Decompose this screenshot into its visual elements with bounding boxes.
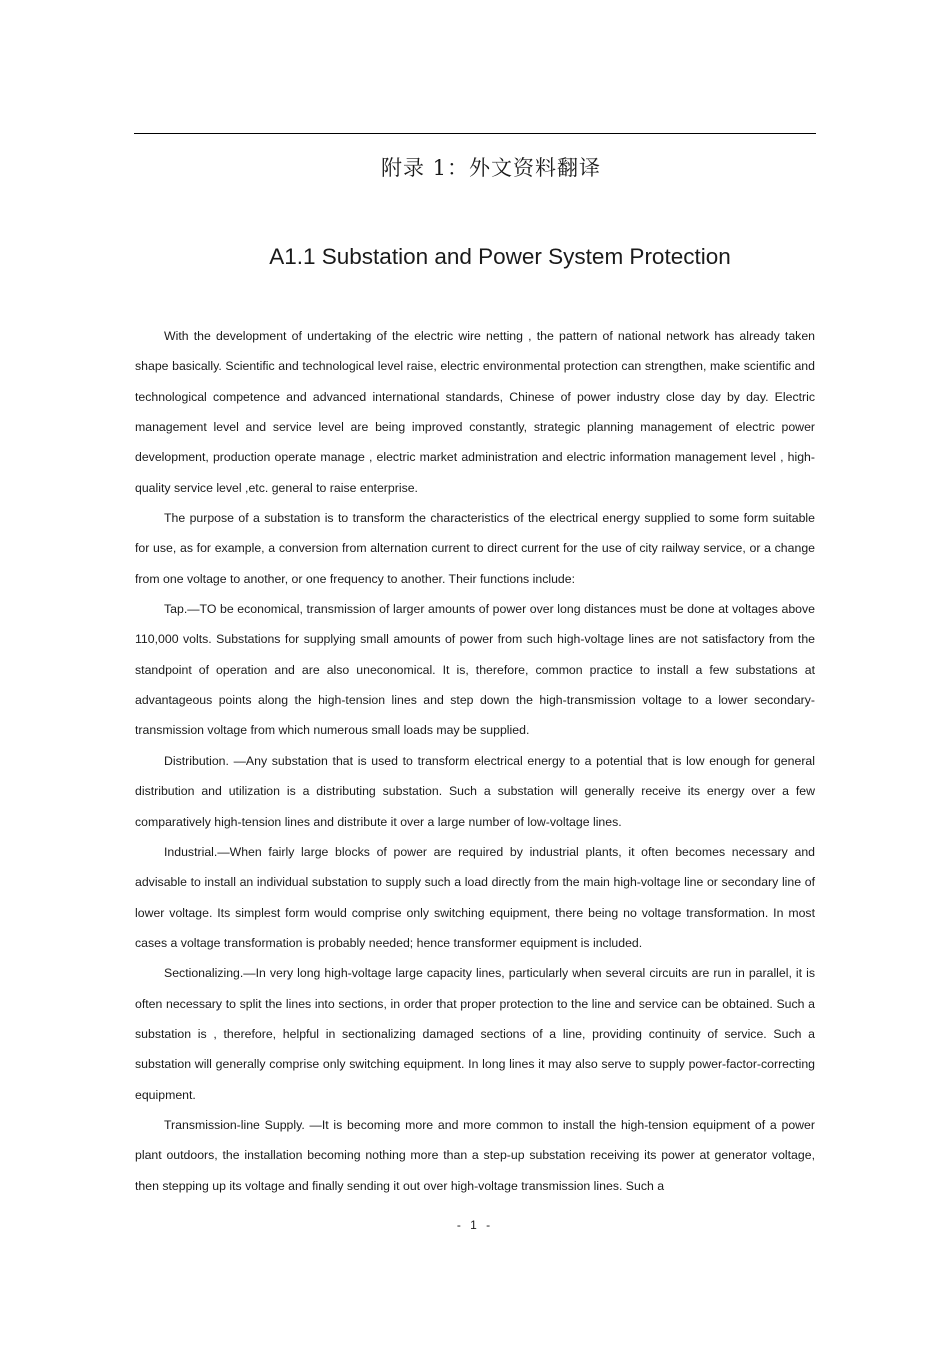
paragraph-sectionalizing: Sectionalizing.—In very long high-voltage large capacity lines, particularly when several circuits are run in parallel, it is often necessary to split the lines into sections, in order that proper protection to the line and service can be obtained. Such a substation is , therefore, helpful in sectionalizing damaged sections of a line, providing continuity of service. Such a substation will generally comprise only switching equipment. In long lines it may also serve to supply power-factor-correcting equipment.: [135, 966, 815, 1102]
header-rule: [134, 133, 816, 134]
paragraph-intro: With the development of undertaking of the electric wire netting , the pattern of national network has already taken shape basically. Scientific and technological level raise, electric environmental protection can strengthen, make scientific and technological competence and advanced international standards, Chinese of power industry close day by day. Electric management level and service level are being improved constantly, strategic planning management of electric power development, production operate manage , electric market administration and electric information management level , high-quality service level ,etc. general to raise enterprise.: [135, 329, 815, 495]
appendix-title: 附录 1：外文资料翻译: [380, 156, 602, 180]
paragraph-industrial: Industrial.—When fairly large blocks of power are required by industrial plants, it often becomes necessary and advisable to install an individual substation to supply such a load directly from the main high-voltage line or secondary line of lower voltage. Its simplest form would comprise only switching equipment, there being no voltage transformation. In most cases a voltage transformation is probably needed; hence transformer equipment is included.: [135, 844, 815, 950]
paragraph-tap: Tap.—TO be economical, transmission of larger amounts of power over long distances must be done at voltages above 110,000 volts. Substations for supplying small amounts of power from such high-voltage lines are not satisfactory from the standpoint of operation and are also uneconomical. It is, therefore, common practice to install a few substations at advantageous points along the high-tension lines and step down the high-transmission voltage to a lower secondary-transmission voltage from which numerous small loads may be supplied.: [135, 602, 815, 738]
document-body: [135, 321, 815, 1201]
page-number: - 1 -: [456, 1218, 494, 1232]
paragraph-transmission-line-supply: Transmission-line Supply. —It is becoming more and more common to install the high-tension equipment of a power plant outdoors, the installation becoming nothing more than a step-up substation receiving its power at generator voltage, then stepping up its voltage and finally sending it out over high-voltage transmission lines. Such a: [135, 1117, 815, 1193]
section-title: A1.1 Substation and Power System Protection: [269, 244, 731, 269]
paragraph-distribution: Distribution. —Any substation that is used to transform electrical energy to a potential that is low enough for general distribution and utilization is a distributing substation. Such a substation will generally receive its energy over a few comparatively high-tension lines and distribute it over a large number of low-voltage lines.: [135, 753, 815, 829]
paragraph-purpose: The purpose of a substation is to transform the characteristics of the electrical energy supplied to some form suitable for use, as for example, a conversion from alternation current to direct current for the use of city railway service, or a change from one voltage to another, or one frequency to another. Their functions include:: [135, 511, 815, 586]
